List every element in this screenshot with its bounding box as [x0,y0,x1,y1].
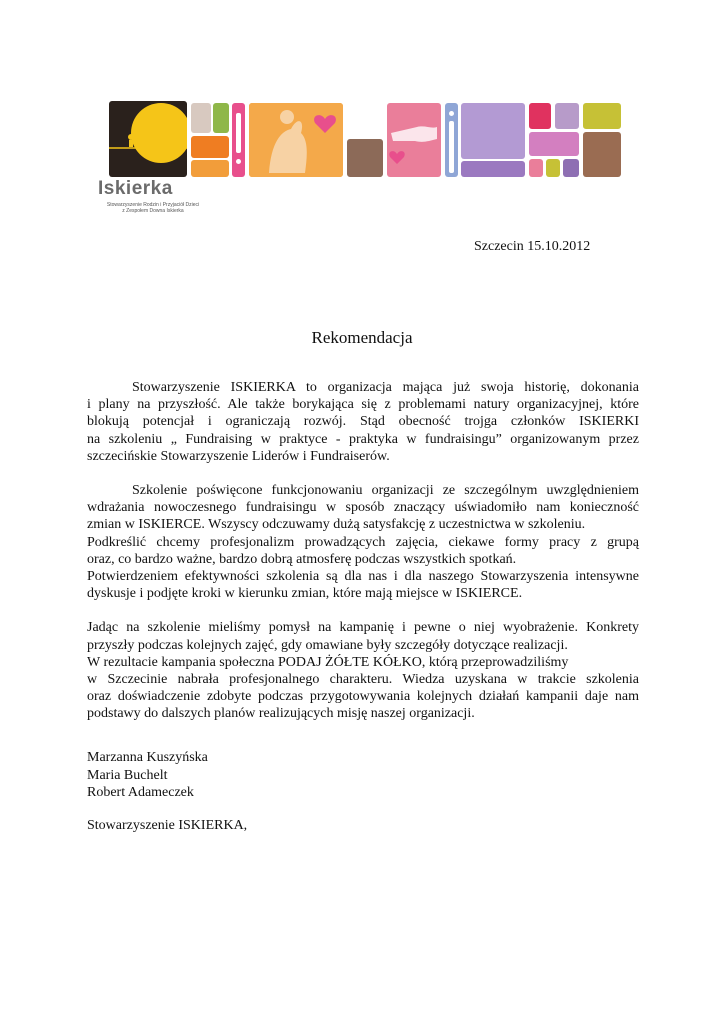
heart-tile [387,149,407,169]
sun-icon [109,101,187,177]
paragraph-line: oraz, co bardzo ważne, bardzo dobrą atmosferę podczas wszystkich spotkań. [87,551,517,567]
paragraph-line: na szkoleniu „ Fundraising w praktyce - praktyka w fundraisingu” organizowanym przez [87,431,639,447]
letter-body [87,379,639,723]
paragraph-line: wdrażania nowoczesnego fundraisingu w sposób znaczący uświadomiło nam konieczność [87,500,639,516]
logo-name: Iskierka [98,178,173,199]
paragraph-line: szczecińskie Stowarzyszenie Liderów i Fundraiserów. [87,448,390,464]
logo-subtitle-line1: Stowarzyszenie Rodzin i Przyjaciół Dzieci [106,202,200,208]
organization-signature: Stowarzyszenie ISKIERKA, [87,818,248,833]
paragraph-line: zmian w ISKIERCE. Wszyscy odczuwamy dużą satysfakcję z uczestnictwa w szkoleniu. [87,517,586,533]
logo-tile-child [191,103,211,133]
logo-tile-purple-strip [461,161,525,177]
logo-dark-panel [109,101,187,177]
letter-title: Rekomendacja [311,328,413,347]
logo-tile-red [529,103,551,129]
logo-tile-exclamation-blue [445,103,458,177]
signatories [87,749,208,802]
paragraph-line: dyskusje i podjęte kroki w kierunku zmian, które mają miejsce w ISKIERCE. [87,586,523,602]
paragraph-line: blokują potencjał i ograniczają rozwój. Stąd obecność trojga członków ISKIERKI [87,414,639,430]
logo-tile-exclamation [232,103,245,177]
paragraph-line: w Szczecinie nabrała profesjonalnego charakteru. Wiedza uzyskana w trakcie szkolenia [87,672,639,688]
logo-tile-hand [213,103,229,133]
paragraph-line: przyszły podczas kolejnych zajęć, gdy omawiane były szczegóły dotyczące realizacji. [87,637,568,653]
paragraph-line: i plany na przyszłość. Ale także borykająca się z problemami natury organizacyjnej, które [87,397,639,413]
letter-date: Szczecin 15.10.2012 [474,239,591,254]
paragraph-line: Jadąc na szkolenie mieliśmy pomysł na kampanię i pewne o niej wyobrażenie. Konkrety [87,620,639,636]
paragraph-line: Potwierdzeniem efektywności szkolenia są dla nas i dla naszego Stowarzyszenia intensywne [87,569,639,585]
signatory-name: Marzanna Kuszyńska [87,750,208,765]
paragraph-line: Szkolenie poświęcone funkcjonowaniu organizacji ze szczególnym uwzględnieniem [132,483,639,499]
paragraph-line: oraz doświadczenie zdobyte podczas przygotowywania kolejnych działań kampanii daje nam [87,689,639,705]
paragraph-line: Stowarzyszenie ISKIERKA to organizacja mająca już swoja historię, dokonania [132,380,639,395]
paragraph-line: Podkreślić chcemy profesjonalizm prowadzących zajęcia, ciekawe formy pracy z grupą [87,534,639,550]
logo-subtitle-line2: z Zespołem Downa Iskierka [122,208,184,214]
logo-tile-family [249,103,343,177]
logo-tile-lilac [555,103,579,129]
paragraph-line: W rezultacie kampania społeczna PODAJ ŻÓŁTE KÓŁKO, którą przeprowadziliśmy [87,654,569,670]
logo-tile-small-olive [546,159,560,177]
paragraph-1 [87,379,639,465]
logo-tile-olive [583,103,621,129]
paragraph-2 [87,482,639,602]
logo-tile-small-pink [529,159,543,177]
logo-banner [109,101,622,179]
logo-tile-magenta [529,132,579,156]
logo-tile-orange [191,136,229,158]
paragraph-line: podstawy do dalszych planów realizujących misję naszej organizacji. [87,706,475,722]
signatory-name: Maria Buchelt [87,767,168,783]
logo-tile-photo1 [347,139,383,177]
signatory-name: Robert Adameczek [87,785,194,800]
logo-tile-purple-photo [461,103,525,159]
logo-tile-photo2 [583,132,621,177]
paragraph-3 [87,619,639,722]
logo-tile-lightorange [191,160,229,177]
logo-tile-small-violet [563,159,579,177]
logo-subtitle [98,202,208,214]
